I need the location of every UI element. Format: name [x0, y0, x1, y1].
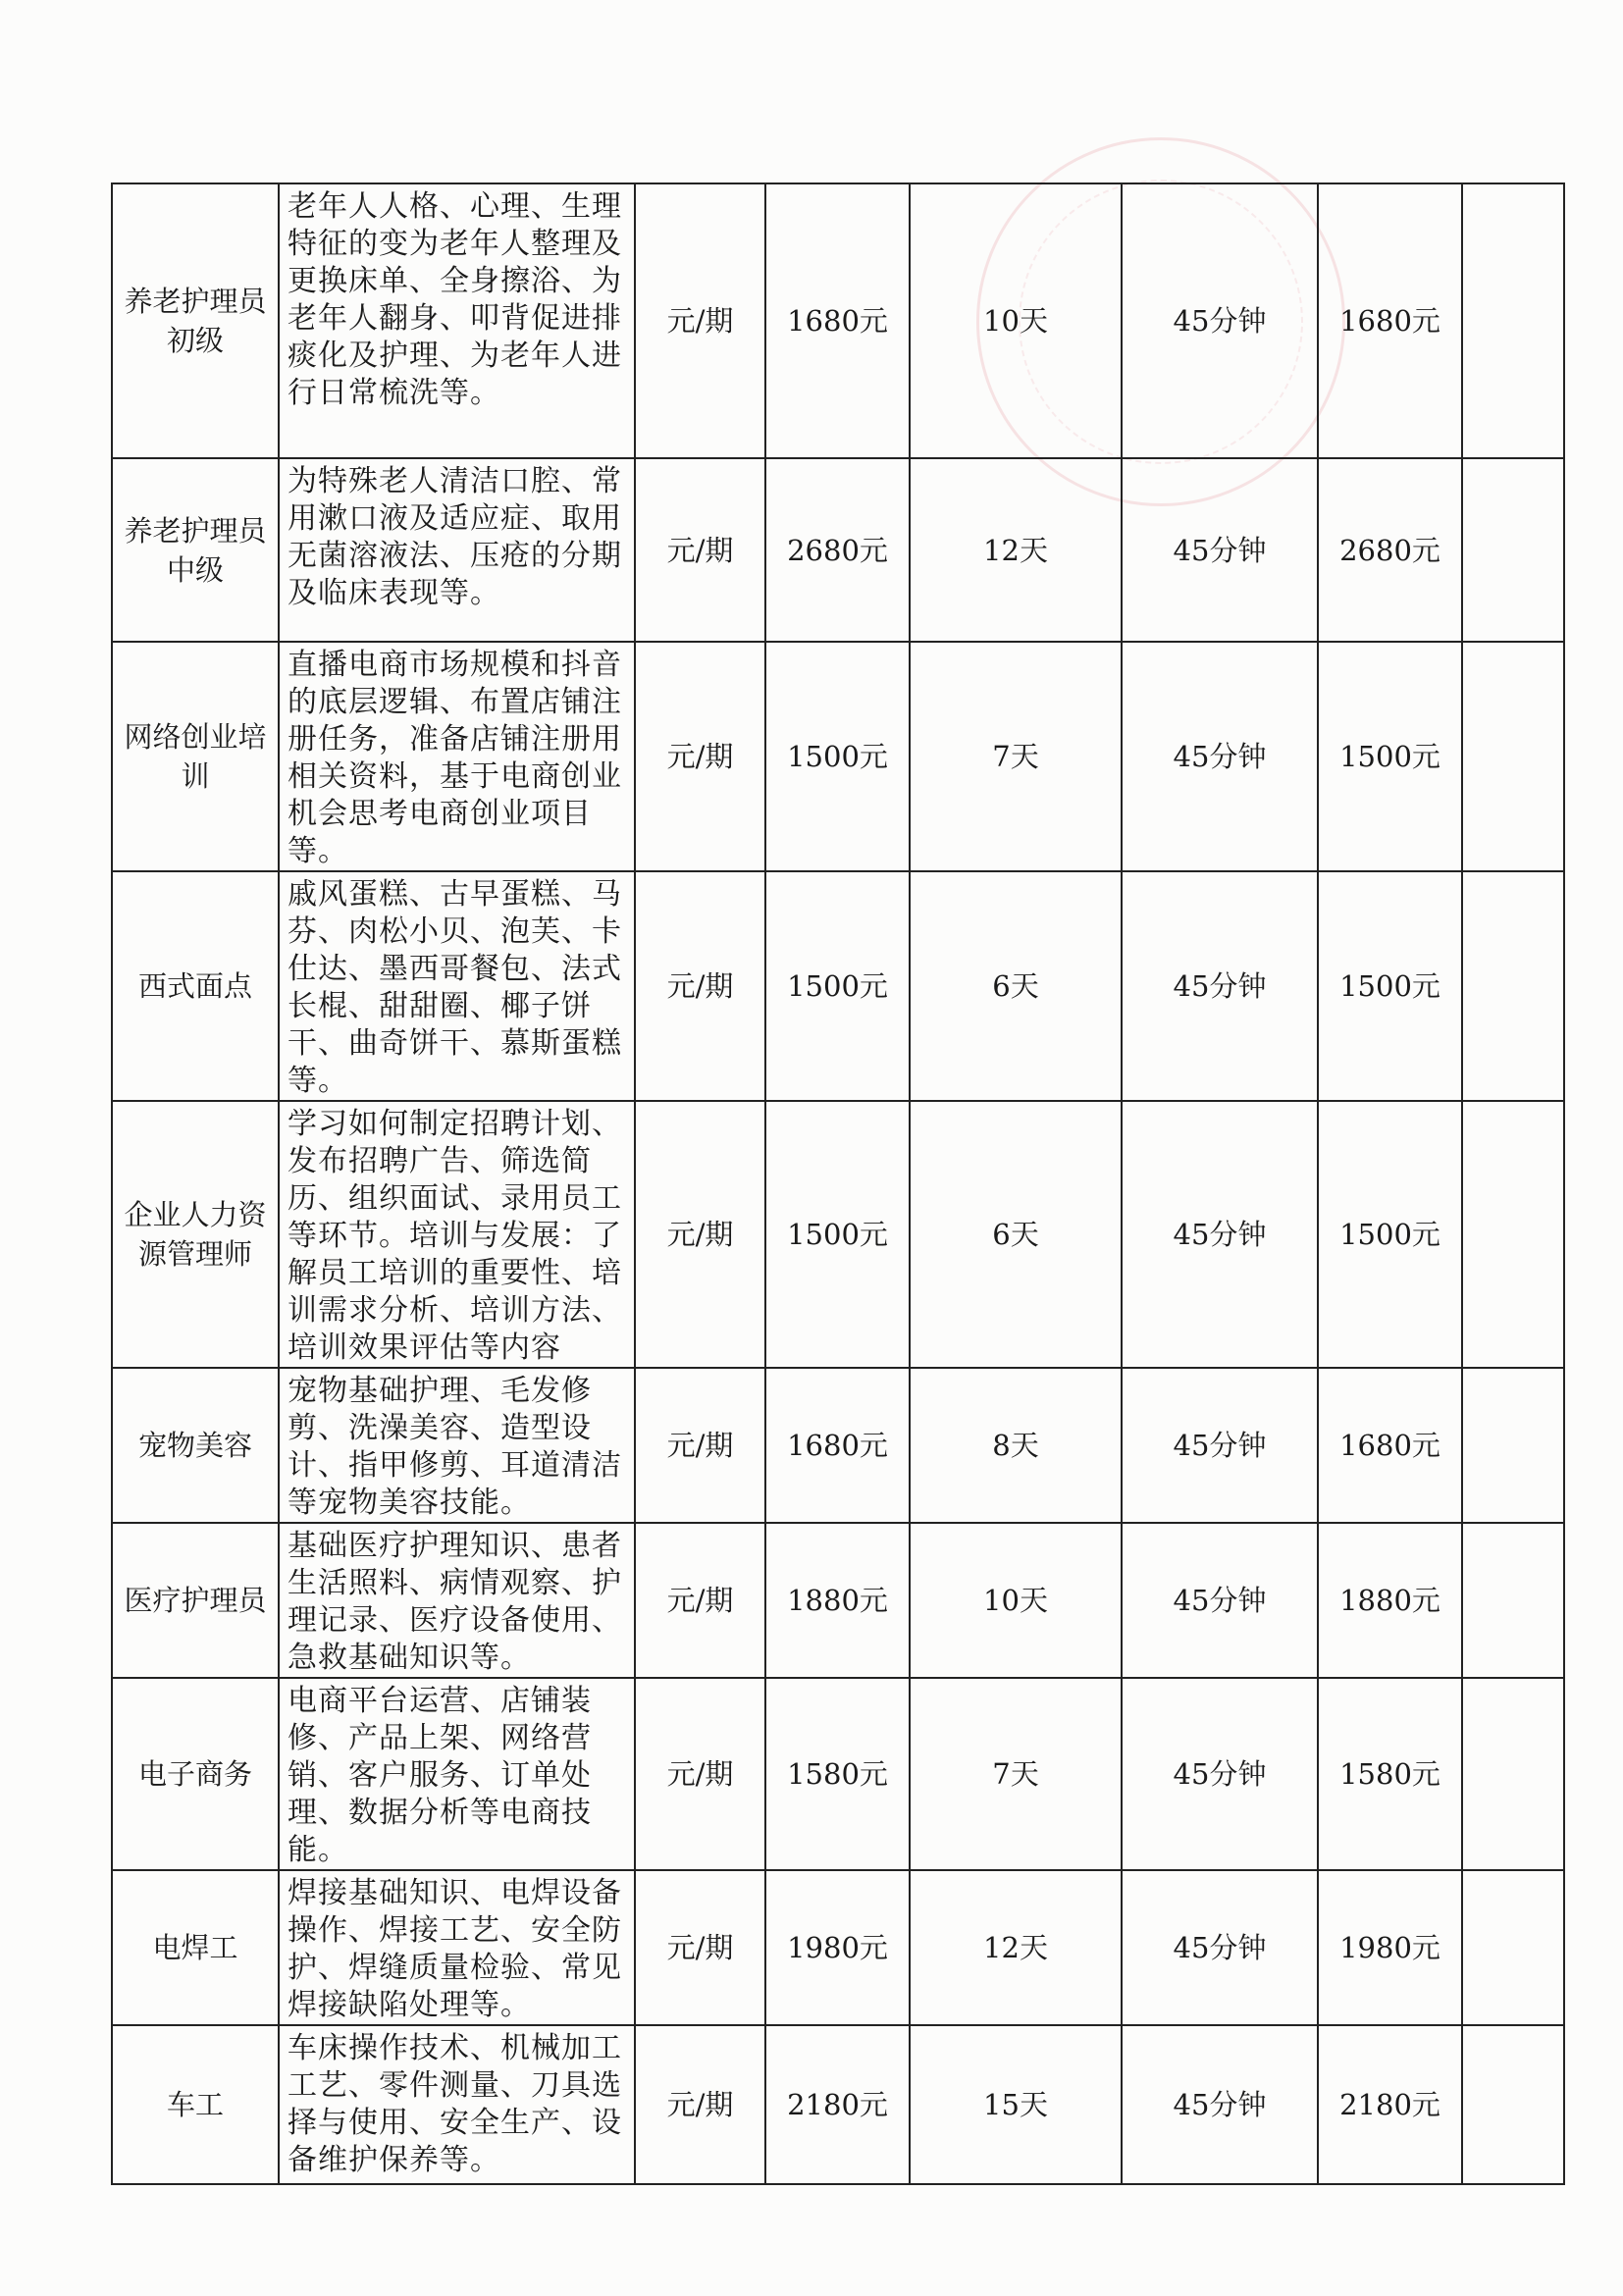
- course-name: 西式面点: [112, 871, 279, 1101]
- remarks: [1462, 1678, 1564, 1870]
- course-name: 车工: [112, 2025, 279, 2184]
- total-fee: 1500元: [1318, 871, 1462, 1101]
- remarks: [1462, 1101, 1564, 1368]
- fee-unit: 元/期: [635, 1101, 765, 1368]
- course-name: 电焊工: [112, 1870, 279, 2025]
- remarks: [1462, 183, 1564, 458]
- fee-standard: 1500元: [765, 642, 910, 871]
- fee-standard: 1680元: [765, 1368, 910, 1523]
- fee-unit: 元/期: [635, 2025, 765, 2184]
- course-content: 宠物基础护理、毛发修剪、洗澡美容、造型设计、指甲修剪、耳道清洁等宠物美容技能。: [279, 1368, 635, 1523]
- fee-standard: 2180元: [765, 2025, 910, 2184]
- table-row: [112, 183, 1564, 458]
- fee-unit: 元/期: [635, 871, 765, 1101]
- fee-unit: 元/期: [635, 1870, 765, 2025]
- course-content: 为特殊老人清洁口腔、常用漱口液及适应症、取用无菌溶液法、压疮的分期及临床表现等。: [279, 458, 635, 642]
- course-content: 焊接基础知识、电焊设备操作、焊接工艺、安全防护、焊缝质量检验、常见焊接缺陷处理等。: [279, 1870, 635, 2025]
- fee-standard: 1680元: [765, 183, 910, 458]
- course-content: 直播电商市场规模和抖音的底层逻辑、布置店铺注册任务，准备店铺注册用相关资料，基于电商创业机会思考电商创业项目等。: [279, 642, 635, 871]
- course-content: 电商平台运营、店铺装修、产品上架、网络营销、客户服务、订单处理、数据分析等电商技能。: [279, 1678, 635, 1870]
- training-fee-table: [111, 183, 1565, 2185]
- exam-duration: 45分钟: [1122, 642, 1318, 871]
- table-row: [112, 871, 1564, 1101]
- remarks: [1462, 1870, 1564, 2025]
- course-name: 企业人力资源管理师: [112, 1101, 279, 1368]
- fee-unit: 元/期: [635, 1678, 765, 1870]
- table-row: [112, 458, 1564, 642]
- course-content: 戚风蛋糕、古早蛋糕、马芬、肉松小贝、泡芙、卡仕达、墨西哥餐包、法式长棍、甜甜圈、椰子饼干、曲奇饼干、慕斯蛋糕等。: [279, 871, 635, 1101]
- fee-unit: 元/期: [635, 183, 765, 458]
- exam-duration: 45分钟: [1122, 1678, 1318, 1870]
- total-fee: 2180元: [1318, 2025, 1462, 2184]
- table-row: [112, 642, 1564, 871]
- exam-duration: 45分钟: [1122, 1870, 1318, 2025]
- course-content: 学习如何制定招聘计划、发布招聘广告、筛选简历、组织面试、录用员工等环节。培训与发展：了解员工培训的重要性、培训需求分析、培训方法、培训效果评估等内容: [279, 1101, 635, 1368]
- exam-duration: 45分钟: [1122, 1101, 1318, 1368]
- course-name: 网络创业培训: [112, 642, 279, 871]
- total-fee: 2680元: [1318, 458, 1462, 642]
- remarks: [1462, 1523, 1564, 1678]
- training-days: 12天: [910, 1870, 1122, 2025]
- table-row: [112, 1368, 1564, 1523]
- total-fee: 1980元: [1318, 1870, 1462, 2025]
- exam-duration: 45分钟: [1122, 871, 1318, 1101]
- table-row: [112, 1678, 1564, 1870]
- exam-duration: 45分钟: [1122, 1523, 1318, 1678]
- course-content: 基础医疗护理知识、患者生活照料、病情观察、护理记录、医疗设备使用、急救基础知识等。: [279, 1523, 635, 1678]
- fee-unit: 元/期: [635, 1523, 765, 1678]
- training-days: 6天: [910, 871, 1122, 1101]
- remarks: [1462, 1368, 1564, 1523]
- total-fee: 1580元: [1318, 1678, 1462, 1870]
- fee-standard: 2680元: [765, 458, 910, 642]
- course-name: 宠物美容: [112, 1368, 279, 1523]
- training-days: 7天: [910, 1678, 1122, 1870]
- fee-standard: 1980元: [765, 1870, 910, 2025]
- course-name: 医疗护理员: [112, 1523, 279, 1678]
- training-days: 8天: [910, 1368, 1122, 1523]
- remarks: [1462, 2025, 1564, 2184]
- course-name: 养老护理员初级: [112, 183, 279, 458]
- exam-duration: 45分钟: [1122, 2025, 1318, 2184]
- course-content: 车床操作技术、机械加工工艺、零件测量、刀具选择与使用、安全生产、设备维护保养等。: [279, 2025, 635, 2184]
- table-row: [112, 1523, 1564, 1678]
- course-name: 电子商务: [112, 1678, 279, 1870]
- remarks: [1462, 871, 1564, 1101]
- fee-standard: 1500元: [765, 1101, 910, 1368]
- course-content: 老年人人格、心理、生理特征的变为老年人整理及更换床单、全身擦浴、为老年人翻身、叩背促进排痰化及护理、为老年人进行日常梳洗等。: [279, 183, 635, 458]
- training-days: 10天: [910, 183, 1122, 458]
- training-days: 10天: [910, 1523, 1122, 1678]
- training-days: 6天: [910, 1101, 1122, 1368]
- fee-unit: 元/期: [635, 458, 765, 642]
- table-row: [112, 1870, 1564, 2025]
- total-fee: 1680元: [1318, 1368, 1462, 1523]
- training-days: 15天: [910, 2025, 1122, 2184]
- total-fee: 1880元: [1318, 1523, 1462, 1678]
- remarks: [1462, 642, 1564, 871]
- total-fee: 1500元: [1318, 642, 1462, 871]
- exam-duration: 45分钟: [1122, 458, 1318, 642]
- fee-standard: 1880元: [765, 1523, 910, 1678]
- exam-duration: 45分钟: [1122, 183, 1318, 458]
- training-days: 7天: [910, 642, 1122, 871]
- remarks: [1462, 458, 1564, 642]
- exam-duration: 45分钟: [1122, 1368, 1318, 1523]
- course-name: 养老护理员中级: [112, 458, 279, 642]
- table-row: [112, 1101, 1564, 1368]
- table-row: [112, 2025, 1564, 2184]
- fee-unit: 元/期: [635, 642, 765, 871]
- total-fee: 1500元: [1318, 1101, 1462, 1368]
- fee-standard: 1580元: [765, 1678, 910, 1870]
- fee-standard: 1500元: [765, 871, 910, 1101]
- training-days: 12天: [910, 458, 1122, 642]
- fee-unit: 元/期: [635, 1368, 765, 1523]
- total-fee: 1680元: [1318, 183, 1462, 458]
